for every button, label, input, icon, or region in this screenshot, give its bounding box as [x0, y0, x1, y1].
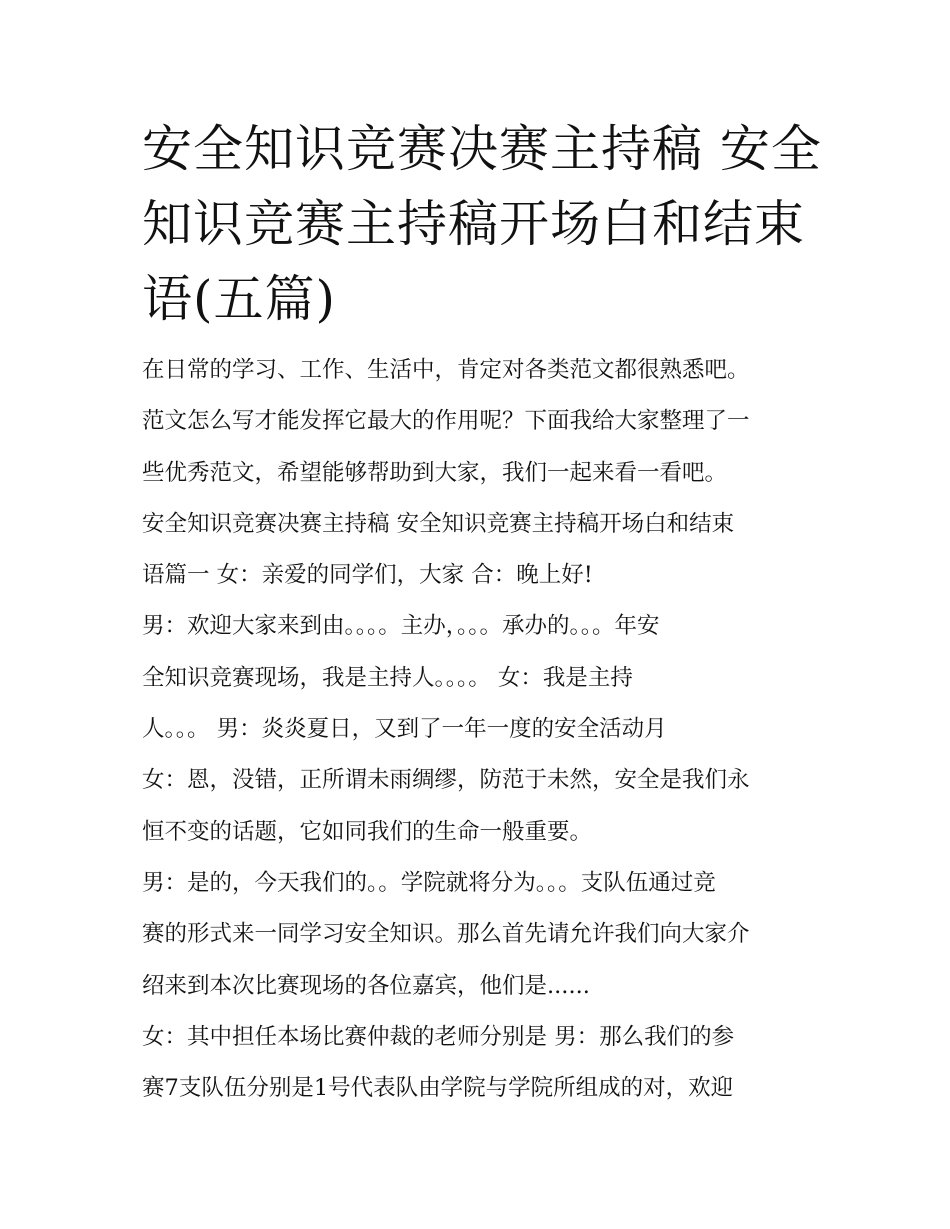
title-line: 语(五篇) [142, 270, 337, 328]
body-line: 安全知识竞赛决赛主持稿 安全知识竞赛主持稿开场白和结束 [142, 510, 735, 537]
body-line: 恒不变的话题，它如同我们的生命一般重要。 [142, 818, 593, 845]
body-line: 全知识竞赛现场，我是主持人。。。。 女：我是主持 [142, 664, 633, 691]
body-line: 些优秀范文，希望能够帮助到大家，我们一起来看一看吧。 [142, 459, 728, 486]
body-line: 赛7支队伍分别是1号代表队由学院与学院所组成的对，欢迎 [142, 1075, 734, 1102]
title-line: 安全知识竞赛决赛主持稿 安全 [142, 120, 822, 178]
body-line: 语篇一 女：亲爱的同学们，大家 合：晚上好! [142, 562, 593, 589]
document-title [142, 112, 822, 337]
body-line: 绍来到本次比赛现场的各位嘉宾，他们是...... [142, 972, 590, 999]
body-line: 赛的形式来一同学习安全知识。那么首先请允许我们向大家介 [142, 921, 750, 948]
document-body [142, 345, 814, 1114]
body-line: 在日常的学习、工作、生活中，肯定对各类范文都很熟悉吧。 [142, 357, 750, 383]
body-line: 人。。。 男：炎炎夏日，又到了一年一度的安全活动月 [142, 716, 667, 743]
title-line: 知识竞赛主持稿开场白和结束 [142, 195, 805, 253]
document-page [142, 112, 822, 1114]
body-line: 男：是的，今天我们的。。学院就将分为。。。支队伍通过竞 [142, 869, 716, 896]
body-line: 男：欢迎大家来到由。。。。主办，。。。承办的。。。年安 [142, 613, 660, 640]
body-line: 范文怎么写才能发挥它最大的作用呢？下面我给大家整理了一 [142, 408, 750, 435]
body-line: 女：其中担任本场比赛仲裁的老师分别是 男：那么我们的参 [142, 1023, 735, 1050]
body-line: 女：恩，没错，正所谓未雨绸缪，防范于未然，安全是我们永 [142, 767, 750, 794]
